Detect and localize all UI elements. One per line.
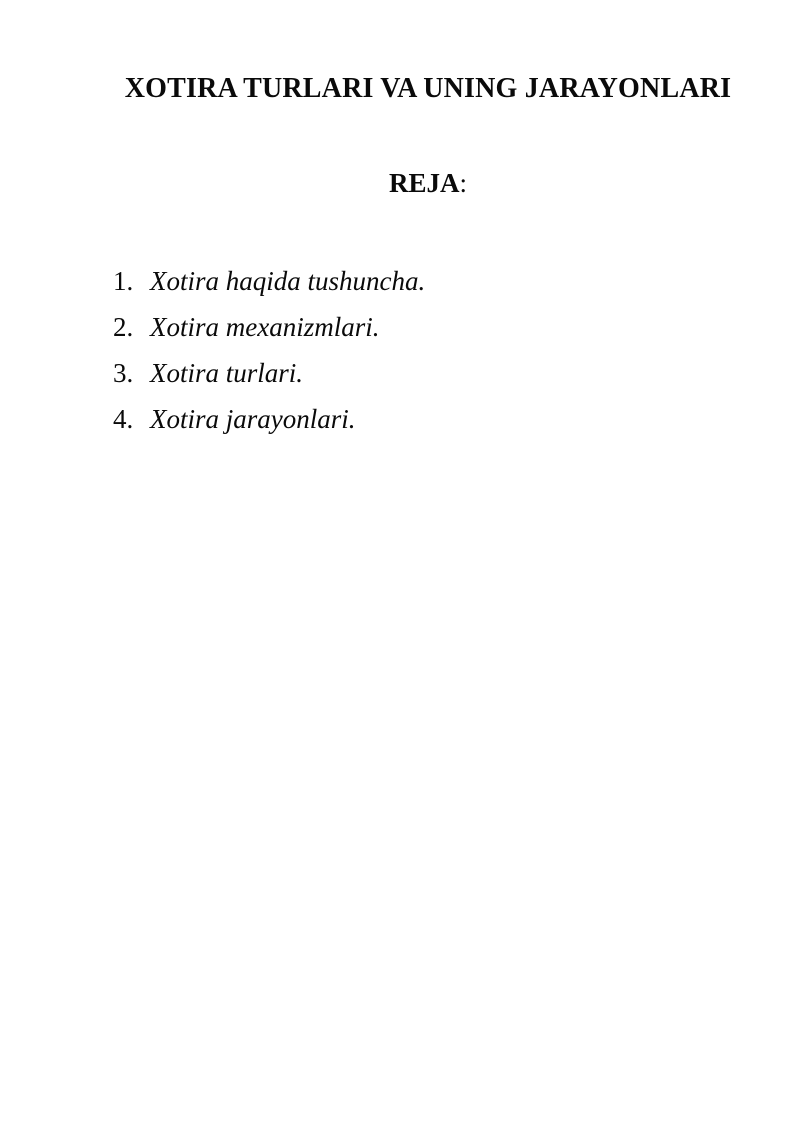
list-item-number: 4. xyxy=(113,404,134,434)
list-item-number: 2. xyxy=(113,312,134,342)
list-item-number: 3. xyxy=(113,358,134,388)
list-item xyxy=(113,350,743,396)
list-item-text: Xotira turlari. xyxy=(150,358,304,388)
list-item xyxy=(113,396,743,442)
list-item-text: Xotira mexanizmlari. xyxy=(150,312,380,342)
plan-list xyxy=(113,258,743,442)
list-item xyxy=(113,304,743,350)
reja-heading xyxy=(113,168,743,198)
reja-heading-colon: : xyxy=(459,168,468,198)
list-item xyxy=(113,258,743,304)
list-item-text: Xotira haqida tushuncha. xyxy=(150,266,426,296)
document-title: XOTIRA TURLARI VA UNING JARAYONLARI xyxy=(124,73,732,104)
reja-heading-word: REJA xyxy=(388,168,460,198)
list-item-text: Xotira jarayonlari. xyxy=(150,404,356,434)
list-item-number: 1. xyxy=(113,266,134,296)
document-content xyxy=(113,0,743,442)
